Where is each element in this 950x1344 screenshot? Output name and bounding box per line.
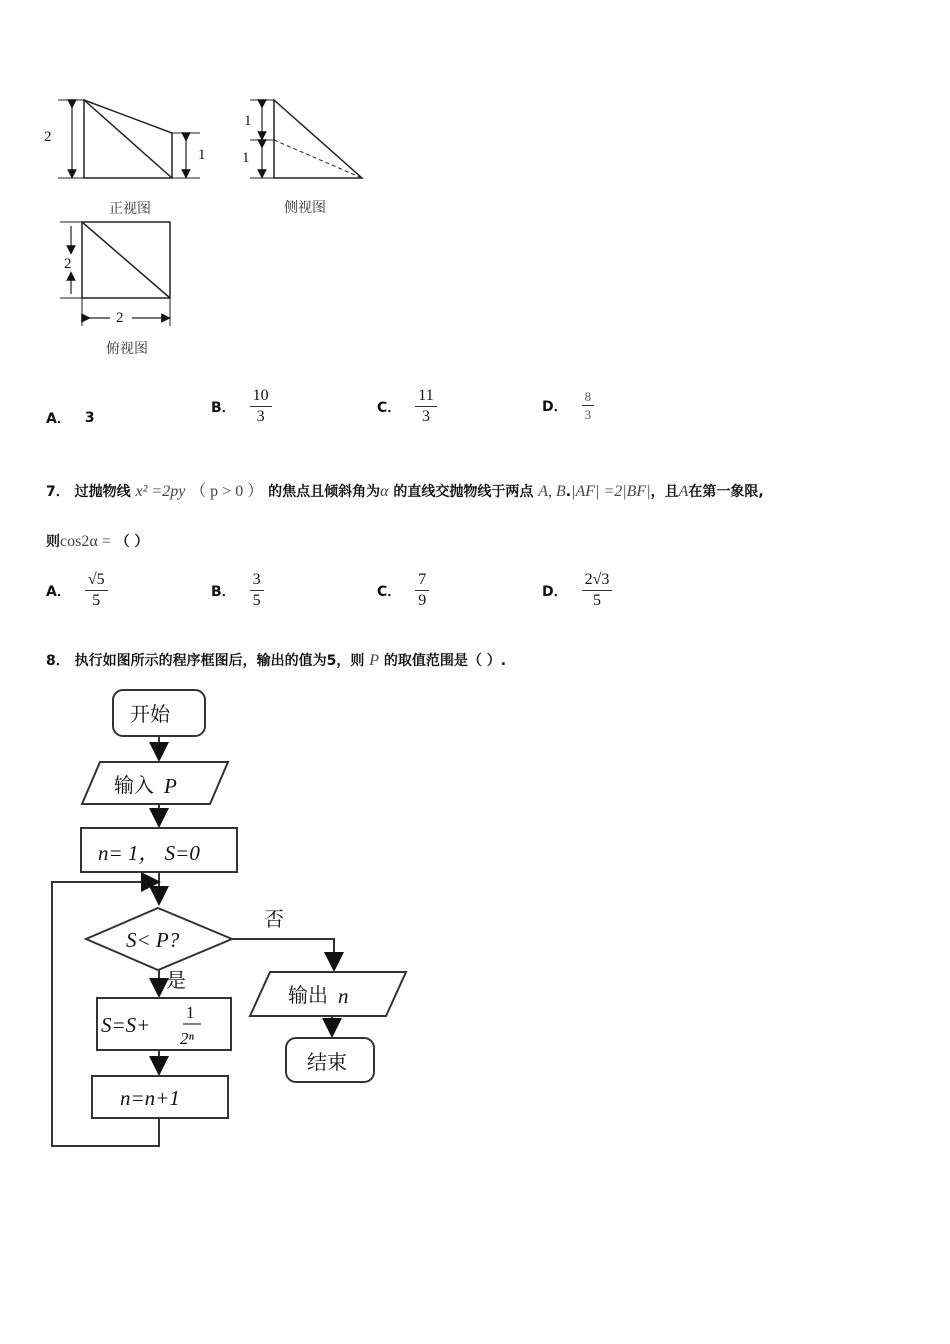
q8-text-2: 的取值范围是（ ）.: [383, 653, 507, 669]
q7-option-b-den: 5: [252, 592, 261, 609]
flow-frac-den: 2ⁿ: [180, 1029, 194, 1048]
q7-option-d-label: D．: [542, 583, 568, 600]
top-dim-bottom: 2: [116, 310, 124, 326]
flow-output-var: n: [338, 984, 349, 1008]
flow-frac-num: 1: [186, 1003, 195, 1022]
q7-option-c-num: 7: [415, 570, 429, 591]
front-dim-right: 1: [198, 147, 206, 163]
q7-line2-pre: 则: [46, 534, 60, 550]
q8-text-1: 执行如图所示的程序框图后，输出的值为5，则: [74, 653, 365, 669]
flow-update-s-text: S=S+: [101, 1013, 151, 1037]
front-dim-left: 2: [44, 129, 52, 145]
top-dim-left: 2: [64, 256, 72, 272]
q7-text-2: 的焦点且倾斜角为: [268, 484, 381, 500]
q7-option-d-den: 5: [593, 592, 602, 609]
q6-option-c[interactable]: [377, 386, 437, 427]
q7-condition: （ p > 0 ）: [190, 483, 264, 500]
front-view-caption: 正视图: [109, 201, 151, 217]
q7-equation-2: |AF| =2|BF|: [571, 483, 651, 500]
q6-option-b-label: B．: [211, 399, 236, 416]
q6-option-c-den: 3: [421, 408, 430, 425]
flow-yes-label: 是: [166, 968, 186, 992]
q6-option-d-label: D．: [542, 398, 568, 415]
q6-option-a[interactable]: [46, 408, 95, 428]
top-view: [60, 222, 170, 326]
q7-stem-line1: 7． 过抛物线 x² =2py （ p > 0 ） 的焦点且倾斜角为α 的直线交抛物线于两点 A, B.|AF| =2|BF|，且A在第一象限,: [46, 483, 764, 500]
flow-input-text: 输入: [114, 773, 154, 797]
q6-option-b[interactable]: [211, 386, 272, 427]
q8-stem: [46, 650, 506, 670]
q7-option-b[interactable]: [211, 570, 264, 611]
q7-option-a-den: 5: [92, 592, 101, 609]
flow-end-text: 结束: [307, 1050, 347, 1074]
flow-output-text: 输出: [288, 983, 328, 1007]
q8-number: 8．: [46, 653, 70, 669]
q6-option-c-label: C．: [377, 399, 402, 416]
q7-equation-1: x² =2py: [135, 483, 186, 500]
q7-option-d-num: 2√3: [582, 570, 613, 591]
q7-number: 7．: [46, 484, 70, 500]
q7-option-d[interactable]: [542, 570, 612, 611]
flowchart: [0, 680, 430, 1160]
q7-option-b-num: 3: [250, 570, 264, 591]
q7-point-a: A: [678, 483, 689, 500]
q7-option-a[interactable]: [46, 570, 108, 611]
q7-text-5: 在第一象限,: [688, 484, 764, 500]
side-dim-top: 1: [244, 113, 252, 129]
q6-option-d-num: 8: [582, 388, 595, 406]
q6-option-a-label: A．: [46, 411, 71, 427]
flow-no-label: 否: [264, 907, 284, 931]
flow-input-box: [82, 762, 228, 804]
q7-option-c[interactable]: [377, 570, 429, 611]
q7-text-4: ，且: [650, 484, 679, 500]
side-view: [250, 100, 362, 178]
flow-init-text: n= 1， S=0: [98, 841, 200, 865]
q6-option-b-num: 10: [250, 386, 272, 407]
front-view: [58, 100, 200, 178]
q7-line2-post: （ ）: [115, 534, 149, 550]
q8-var: P: [369, 652, 380, 669]
side-view-caption: 侧视图: [284, 200, 326, 216]
flow-cond-text: S< P?: [126, 928, 180, 952]
q6-option-a-value: 3: [84, 410, 95, 426]
q6-option-d-den: 3: [584, 407, 592, 422]
three-view-drawing: [0, 0, 420, 370]
top-view-caption: 俯视图: [106, 341, 148, 357]
q7-stem-line2: [46, 531, 148, 551]
side-dim-bottom: 1: [242, 150, 250, 166]
q6-option-b-den: 3: [256, 408, 265, 425]
q7-text-3: 的直线交抛物线于两点: [393, 484, 534, 500]
q7-points: A, B: [538, 483, 566, 500]
q7-option-a-label: A．: [46, 583, 71, 600]
q7-option-c-label: C．: [377, 583, 402, 600]
flow-output-box: [250, 972, 406, 1016]
q7-option-b-label: B．: [211, 583, 236, 600]
q7-option-a-num: √5: [85, 570, 108, 591]
q7-text-1: 过抛物线: [74, 484, 131, 500]
flow-input-var: P: [164, 774, 177, 798]
q7-line2-expr: cos2α =: [60, 533, 111, 550]
q6-option-d[interactable]: [542, 388, 594, 423]
flow-start-text: 开始: [130, 702, 170, 726]
q7-alpha: α: [380, 483, 389, 500]
flow-update-n-text: n=n+1: [120, 1086, 180, 1110]
q6-option-c-num: 11: [415, 386, 436, 407]
q7-option-c-den: 9: [418, 592, 427, 609]
